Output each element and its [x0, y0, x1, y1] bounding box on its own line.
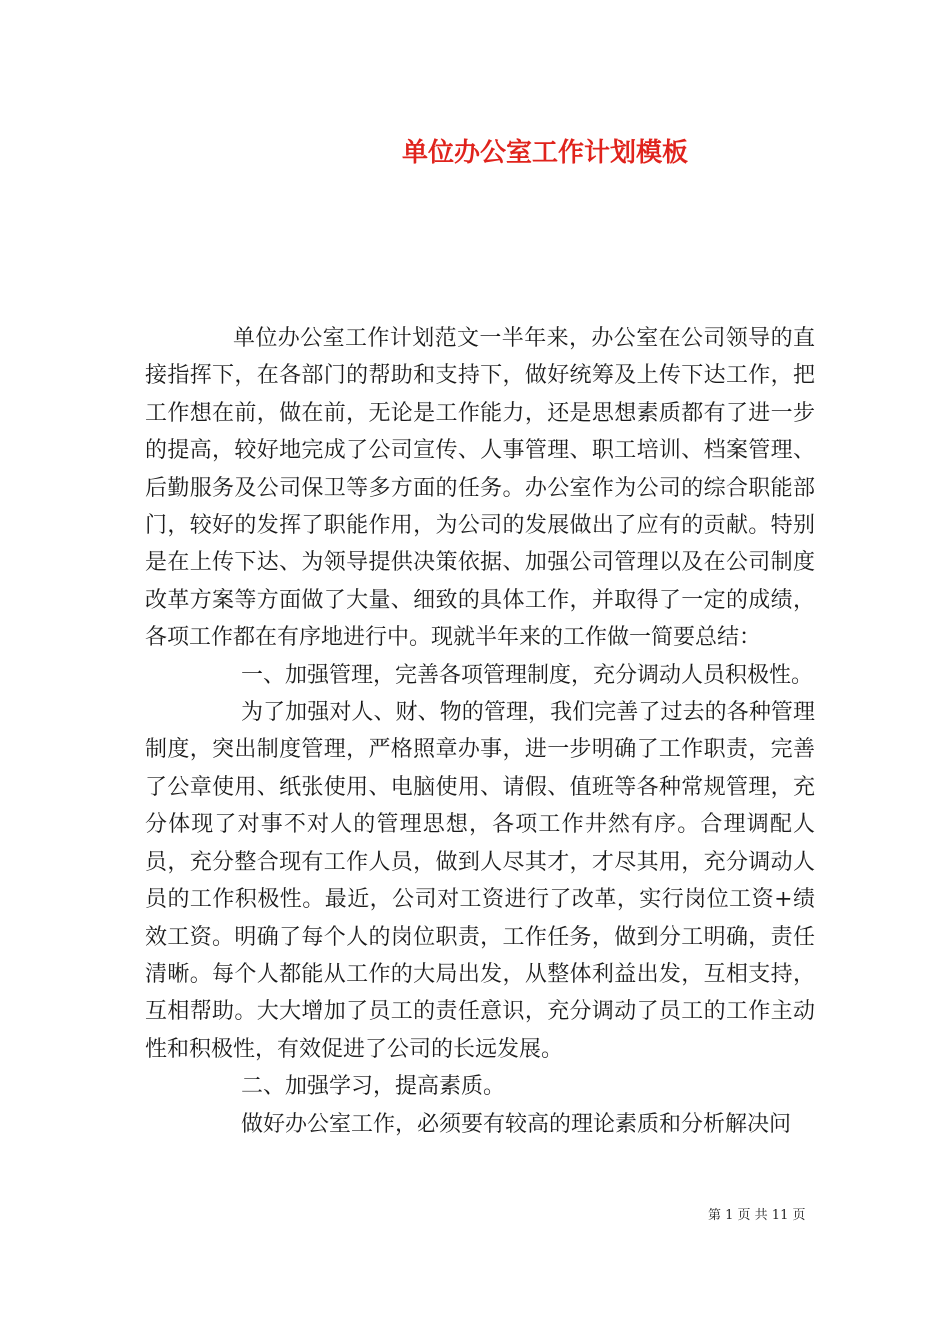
- section-heading-1: 一、加强管理，完善各项管理制度，充分调动人员积极性。: [241, 662, 814, 688]
- page-number-footer: 第 1 页 共 11 页: [708, 1208, 806, 1223]
- paragraph-intro: 单位办公室工作计划范文一半年来，办公室在公司领导的直接指挥下，在各部门的帮助和支持下，做好统筹及上传下达工作，把工作想在前，做在前，无论是工作能力，还是思想素质都有了进一步的提高，较好地完成了公司宣传、人事管理、职工培训、档案管理、后勤服务及公司保卫等多方面的任务。办公室作为公司的综合职能部门，较好的发挥了职能作用，为公司的发展做出了应有的贡献。特别是在上传下达、为领导提供决策依据、加强公司管理以及在公司制度改革方案等方面做了大量、细致的具体工作，并取得了一定的成绩，各项工作都在有序地进行中。现就半年来的工作做一简要总结：: [145, 326, 815, 651]
- document-body: [145, 320, 815, 1143]
- document-title: 单位办公室工作计划模板: [401, 138, 688, 168]
- section-heading-2: 二、加强学习，提高素质。: [241, 1074, 506, 1100]
- paragraph-section-1: 为了加强对人、财、物的管理，我们完善了过去的各种管理制度，突出制度管理，严格照章办事，进一步明确了工作职责，完善了公章使用、纸张使用、电脑使用、请假、值班等各种常规管理，充分体现了对事不对人的管理思想，各项工作井然有序。合理调配人员，充分整合现有工作人员，做到人尽其才，才尽其用，充分调动人员的工作积极性。最近，公司对工资进行了改革，实行岗位工资+绩效工资。明确了每个人的岗位职责，工作任务，做到分工明确，责任清晰。每个人都能从工作的大局出发，从整体利益出发，互相支持，互相帮助。大大增加了员工的责任意识，充分调动了员工的工作主动性和积极性，有效促进了公司的长远发展。: [145, 700, 815, 1062]
- paragraph-section-2: 做好办公室工作，必须要有较高的理论素质和分析解决问: [241, 1111, 792, 1137]
